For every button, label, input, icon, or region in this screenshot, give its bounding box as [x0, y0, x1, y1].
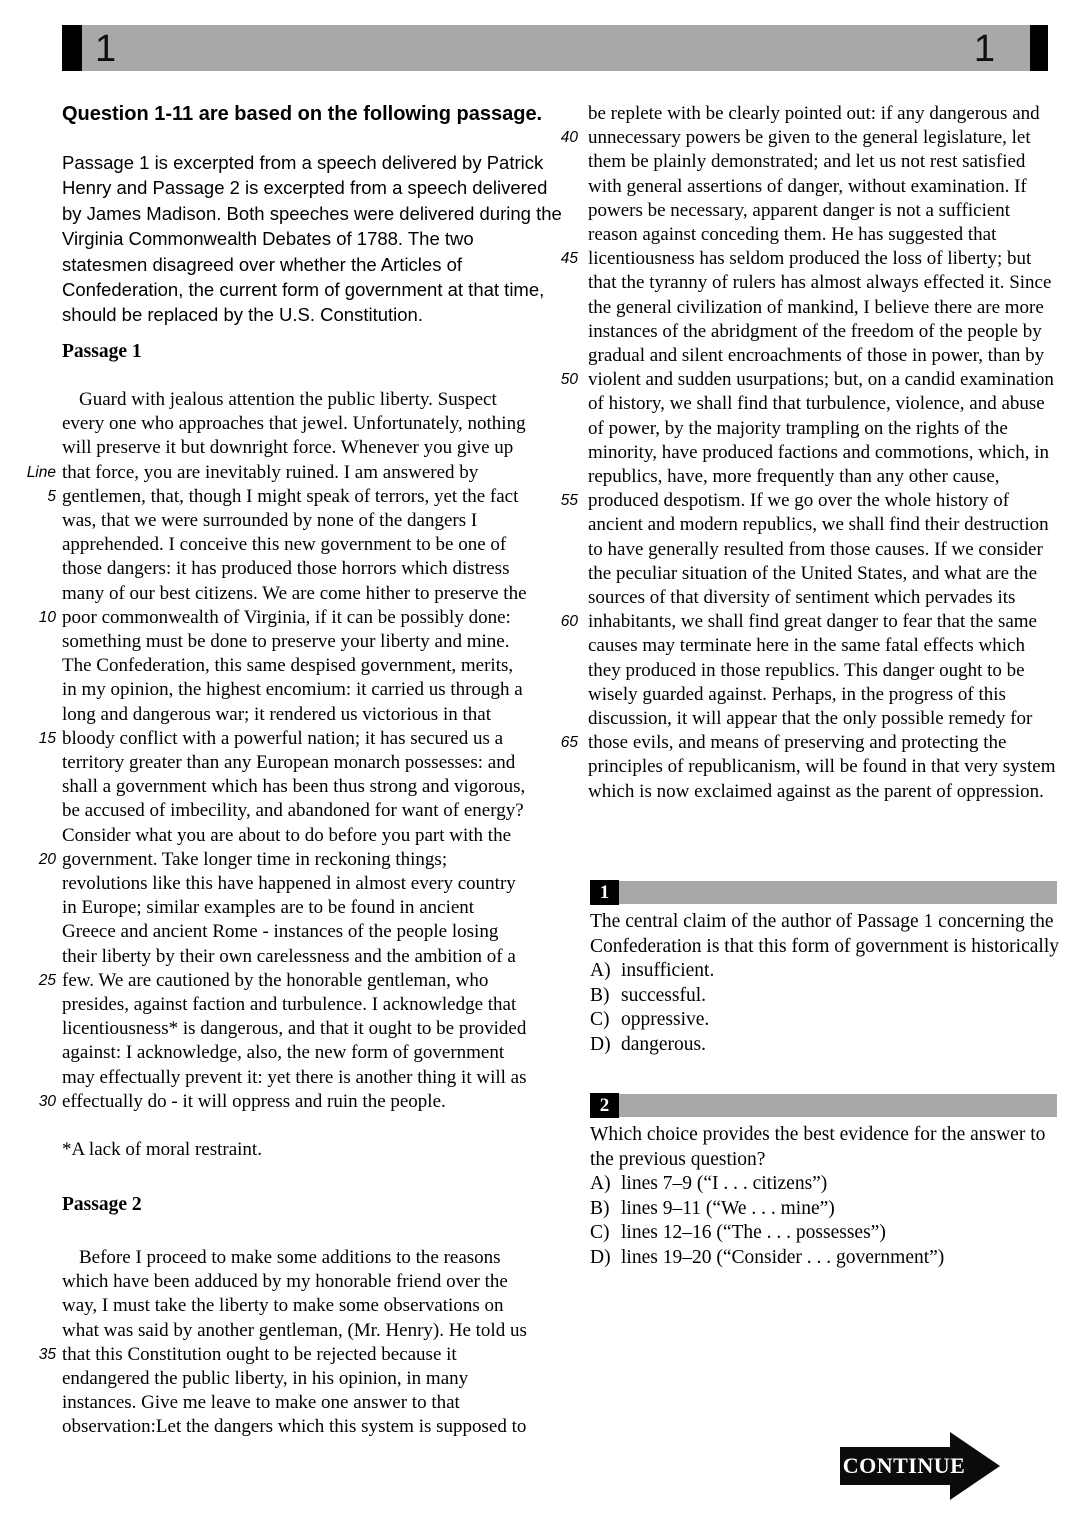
passage-line-text: them be plainly demonstrated; and let us not rest satisfied [588, 151, 1026, 173]
passage-line-text: way, I must take the liberty to make some observations on [62, 1295, 504, 1317]
line-number [25, 896, 56, 920]
passage-line [25, 824, 555, 848]
answer-option [590, 1172, 1057, 1197]
passage-line [545, 465, 1080, 489]
intro-line: Virginia Commonwealth Debates of 1788. The two [62, 228, 474, 250]
passage-line [25, 945, 555, 969]
line-number: 30 [38, 1092, 56, 1110]
passage-directions-heading: Question 1-11 are based on the following passage. [62, 103, 543, 125]
passage-line [25, 727, 555, 751]
passage-line-text: gradual and silent encroachments of those in power, than by [588, 345, 1045, 367]
passage-line-text: will preserve it but downright force. Whenever you give up [62, 437, 514, 459]
line-number [545, 562, 578, 586]
section-number-left: 1 [95, 28, 117, 70]
option-text: dangerous. [621, 1033, 707, 1055]
line-number [25, 1270, 56, 1294]
passage-line [25, 654, 555, 678]
line-number [545, 755, 578, 779]
passage-line-text: bloody conflict with a powerful nation; it has secured us a [62, 727, 504, 749]
passage-line-text: republics, have, more frequently than any other cause, [588, 466, 1000, 488]
passage-line [545, 247, 1080, 271]
option-letter: B) [590, 1197, 610, 1219]
passage-line-text: the general civilization of mankind, I believe there are more [588, 296, 1044, 318]
passage-line [25, 1066, 555, 1090]
passage-line-text: observation:Let the dangers which this system is supposed to [62, 1416, 527, 1438]
passage2-body-left-column [25, 1246, 555, 1440]
passage-line-text: few. We are cautioned by the honorable gentleman, who [62, 969, 489, 991]
section-number-right: 1 [973, 28, 995, 70]
passage-line-text: be accused of imbecility, and abandoned for want of energy? [62, 800, 524, 822]
question-1-stem [590, 910, 1057, 959]
passage-line-text: ancient and modern republics, we shall find their destruction [588, 514, 1049, 536]
passage-line [25, 412, 555, 436]
continue-button[interactable] [840, 1432, 1020, 1500]
passage-line-text: which is now exclaimed against as the parent of oppression. [588, 780, 1044, 802]
passage-line-text: territory greater than any European monarch possesses: and [62, 752, 516, 774]
option-letter: A) [590, 1173, 611, 1195]
passage-line-text: causes may terminate here in the same fatal effects which [588, 635, 1025, 657]
passage-line [545, 610, 1080, 634]
question-2 [590, 1094, 1057, 1271]
passage-line [25, 533, 555, 557]
passage-line [25, 1270, 555, 1294]
line-number [25, 630, 56, 654]
option-letter: A) [590, 960, 611, 982]
passage-line [25, 678, 555, 702]
passage-line-text: be replete with be clearly pointed out: if any dangerous and [588, 103, 1040, 124]
passage-line [25, 993, 555, 1017]
passage-line [545, 223, 1080, 247]
line-number [25, 557, 56, 581]
passage-line-text: their liberty by their own carelessness and the ambition of a [62, 945, 516, 967]
passage-line-text: of power, by the majority trampling on the rights of the [588, 417, 1008, 439]
line-number [25, 654, 56, 678]
question-1-number-badge: 1 [590, 880, 619, 905]
passage-line [545, 344, 1080, 368]
line-number [25, 1415, 56, 1439]
line-number [545, 223, 578, 247]
passage-line [25, 1246, 555, 1270]
passage-line-text: presides, against faction and turbulence. I acknowledge that [62, 994, 517, 1016]
line-number: 60 [560, 613, 578, 631]
line-number [25, 1319, 56, 1343]
passage-line [545, 150, 1080, 174]
passage-line-text: poor commonwealth of Virginia, if it can be possibly done: [62, 606, 511, 628]
passage-line [545, 441, 1080, 465]
line-number [545, 271, 578, 295]
intro-line: statesmen disagreed over whether the Articles of [62, 253, 463, 275]
passage-line [25, 509, 555, 533]
question-2-number-badge: 2 [590, 1093, 619, 1118]
passage-line [545, 320, 1080, 344]
passage-line-text: every one who approaches that jewel. Unfortunately, nothing [62, 413, 526, 435]
passage-line [545, 780, 1080, 804]
line-number [25, 388, 56, 412]
line-number: 5 [47, 487, 56, 505]
line-number [25, 703, 56, 727]
line-number [25, 436, 56, 460]
passage-line-text: to have generally resulted from those causes. If we consider [588, 538, 1043, 560]
line-number: 35 [38, 1345, 56, 1363]
passage-line-text: something must be done to preserve your liberty and mine. [62, 631, 510, 653]
passage-line-text: was, that we were surrounded by none of the dangers I [62, 510, 478, 532]
passage-line-text: which have been adduced by my honorable friend over the [62, 1271, 508, 1293]
passage-line [545, 683, 1080, 707]
option-letter: C) [590, 1222, 610, 1244]
passage-introduction [62, 150, 567, 328]
line-number [25, 751, 56, 775]
line-number [25, 1041, 56, 1065]
answer-option [590, 1246, 1057, 1271]
option-text: lines 12–16 (“The . . . possesses”) [621, 1222, 886, 1244]
line-number [25, 920, 56, 944]
line-number [25, 799, 56, 823]
passage-line [25, 775, 555, 799]
continue-label: CONTINUE [840, 1447, 968, 1485]
passage2-body-right-column [545, 102, 1080, 804]
option-text: lines 7–9 (“I . . . citizens”) [621, 1173, 828, 1195]
passage-line [545, 562, 1080, 586]
question-1-header-bar [590, 881, 1057, 904]
passage-line [25, 1391, 555, 1415]
option-text: insufficient. [621, 960, 715, 982]
passage1-body [25, 388, 555, 1114]
line-number [545, 417, 578, 441]
question-stem-line: Which choice provides the best evidence for the answer to [590, 1124, 1046, 1145]
line-number [25, 678, 56, 702]
passage-line-text: endangered the public liberty, in his opinion, in many [62, 1368, 469, 1390]
option-letter: D) [590, 1246, 611, 1268]
line-number [25, 824, 56, 848]
passage-line [545, 634, 1080, 658]
passage-line-text: revolutions like this have happened in almost every country [62, 873, 516, 895]
answer-option [590, 1008, 1057, 1033]
line-number: 45 [560, 250, 578, 268]
line-number: 50 [560, 371, 578, 389]
passage-line-text: inhabitants, we shall find great danger to fear that the same [588, 611, 1037, 633]
line-number [545, 320, 578, 344]
option-text: lines 19–20 (“Consider . . . government”) [621, 1246, 945, 1268]
passage-line-text: what was said by another gentleman, (Mr. Henry). He told us [62, 1319, 527, 1341]
line-number [25, 1066, 56, 1090]
passage-line-text: licentiousness* is dangerous, and that it ought to be provided [62, 1018, 527, 1040]
line-number [25, 412, 56, 436]
passage-line [545, 368, 1080, 392]
passage-line [25, 1319, 555, 1343]
passage-line-text: wisely guarded against. Perhaps, in the progress of this [588, 683, 1006, 705]
passage1-heading: Passage 1 [62, 341, 142, 362]
passage-line-text: apprehended. I conceive this new government to be one of [62, 534, 507, 556]
passage-line-text: that the tyranny of rulers has almost always effected it. Since [588, 272, 1052, 294]
passage-line-text: shall a government which has been thus strong and vigorous, [62, 776, 526, 798]
line-number: 15 [38, 729, 56, 747]
passage-line-text: gentlemen, that, though I might speak of terrors, yet the fact [62, 485, 519, 507]
answer-option [590, 959, 1057, 984]
passage-line-text: effectually do - it will oppress and ruin the people. [62, 1090, 446, 1112]
line-number [25, 509, 56, 533]
line-number [25, 1367, 56, 1391]
line-number [545, 586, 578, 610]
option-letter: C) [590, 1009, 610, 1031]
intro-line: Passage 1 is excerpted from a speech delivered by Patrick [62, 152, 544, 173]
intro-line: Confederation, the current form of government at that time, [62, 279, 545, 301]
line-number [25, 1017, 56, 1041]
line-number [25, 582, 56, 606]
question-2-stem [590, 1123, 1057, 1172]
line-number [25, 775, 56, 799]
passage-line [25, 703, 555, 727]
passage-line [25, 436, 555, 460]
passage-line [25, 485, 555, 509]
question-2-header-bar [590, 1094, 1057, 1117]
question-stem-line: The central claim of the author of Passage 1 concerning the [590, 911, 1054, 932]
line-number [545, 707, 578, 731]
passage-line [25, 1367, 555, 1391]
passage-line [545, 731, 1080, 755]
passage-line-text: instances of the abridgment of the freedom of the people by [588, 320, 1042, 342]
line-number [25, 993, 56, 1017]
answer-option [590, 1033, 1057, 1058]
line-number [25, 872, 56, 896]
passage-line-text: those dangers: it has produced those horrors which distress [62, 558, 510, 580]
answer-option [590, 1221, 1057, 1246]
header-left-black-block [62, 25, 82, 71]
line-number [545, 683, 578, 707]
intro-line: Henry and Passage 2 is excerpted from a speech delivered [62, 177, 548, 199]
passage-line [25, 1090, 555, 1114]
passage-line [25, 920, 555, 944]
line-number [545, 102, 578, 126]
passage-line [545, 538, 1080, 562]
passage-line [545, 175, 1080, 199]
passage-line-text: against: I acknowledge, also, the new form of government [62, 1042, 505, 1064]
passage-line-text: instances. Give me leave to make one answer to that [62, 1392, 460, 1414]
passage-line [25, 1294, 555, 1318]
passage-line-text: many of our best citizens. We are come hither to preserve the [62, 582, 527, 604]
question-stem-line: the previous question? [590, 1148, 766, 1170]
line-number: 10 [38, 608, 56, 626]
line-number [545, 659, 578, 683]
passage2-heading: Passage 2 [62, 1194, 142, 1215]
line-number [545, 296, 578, 320]
passage-line [545, 296, 1080, 320]
passage-line-text: The Confederation, this same despised government, merits, [62, 655, 514, 677]
line-number [545, 513, 578, 537]
section-header-bar [62, 25, 1048, 71]
passage-line-text: produced despotism. If we go over the whole history of [588, 490, 1010, 512]
answer-option [590, 984, 1057, 1009]
line-number [545, 392, 578, 416]
passage-line [25, 1415, 555, 1439]
passage-line [25, 582, 555, 606]
passage-line [545, 489, 1080, 513]
passage-line-text: principles of republicanism, will be found in that very system [588, 756, 1056, 778]
line-number [545, 780, 578, 804]
intro-line: should be replaced by the U.S. Constitution. [62, 304, 423, 326]
line-number [25, 1246, 56, 1270]
passage-line [25, 1017, 555, 1041]
passage-line-text: discussion, it will appear that the only possible remedy for [588, 708, 1033, 730]
passage-line [545, 392, 1080, 416]
passage-line [25, 1343, 555, 1367]
passage-line [25, 606, 555, 630]
line-number: 25 [38, 971, 56, 989]
passage-line [25, 630, 555, 654]
passage-line [25, 388, 555, 412]
passage-line-text: Greece and ancient Rome - instances of the people losing [62, 921, 499, 943]
passage-line-text: long and dangerous war; it rendered us victorious in that [62, 703, 491, 725]
option-text: lines 9–11 (“We . . . mine”) [621, 1197, 835, 1219]
line-number [545, 538, 578, 562]
passage-line [25, 751, 555, 775]
passage-line-text: Guard with jealous attention the public liberty. Suspect [79, 389, 497, 410]
passage-line-text: with general assertions of danger, without examination. If [588, 175, 1027, 197]
passage1-footnote: *A lack of moral restraint. [62, 1139, 262, 1160]
line-number: 40 [560, 129, 578, 147]
line-number [545, 175, 578, 199]
line-number [545, 634, 578, 658]
option-letter: B) [590, 984, 610, 1006]
option-letter: D) [590, 1033, 611, 1055]
passage-line-text: in Europe; similar examples are to be found in ancient [62, 897, 475, 919]
passage-line-text: unnecessary powers be given to the general legislature, let [588, 127, 1031, 149]
passage-line-text: may effectually prevent it: yet there is another thing it will as [62, 1066, 527, 1088]
passage-line-text: they produced in those republics. This danger ought to be [588, 659, 1025, 681]
question-1-options [590, 959, 1057, 1057]
passage-line [25, 461, 555, 485]
passage-line-text: sources of that diversity of sentiment which pervades its [588, 587, 1016, 609]
passage-line-text: of history, we shall find that turbulence, violence, and abuse [588, 393, 1045, 415]
answer-option [590, 1197, 1057, 1222]
passage-line-text: government. Take longer time in reckoning things; [62, 848, 448, 870]
passage-line-text: that force, you are inevitably ruined. I am answered by [62, 461, 479, 483]
passage-line [25, 799, 555, 823]
passage-line [545, 707, 1080, 731]
passage-line [545, 659, 1080, 683]
passage-line-text: the peculiar situation of the United States, and what are the [588, 562, 1037, 584]
passage-line [25, 848, 555, 872]
passage-line [545, 102, 1080, 126]
line-number [545, 344, 578, 368]
line-number [545, 465, 578, 489]
line-number: Line [26, 463, 56, 481]
passage-line [25, 969, 555, 993]
passage-line [25, 896, 555, 920]
line-number: 20 [38, 850, 56, 868]
passage-line-text: that this Constitution ought to be rejected because it [62, 1343, 457, 1365]
question-2-options [590, 1172, 1057, 1270]
passage-line-text: powers be necessary, apparent danger is not a sufficient [588, 199, 1011, 221]
line-number [25, 945, 56, 969]
passage-line-text: violent and sudden usurpations; but, on a candid examination [588, 369, 1054, 391]
passage-line [545, 417, 1080, 441]
passage-line [545, 586, 1080, 610]
question-1 [590, 881, 1057, 1058]
header-right-black-block [1030, 25, 1048, 71]
passage-line [545, 513, 1080, 537]
passage-line-text: minority, have produced factions and commotions, which, in [588, 441, 1050, 463]
passage-line [25, 872, 555, 896]
passage-line-text: licentiousness has seldom produced the loss of liberty; but [588, 248, 1032, 270]
line-number [545, 150, 578, 174]
line-number [25, 1391, 56, 1415]
line-number [25, 533, 56, 557]
passage-line-text: Before I proceed to make some additions to the reasons [79, 1247, 501, 1268]
line-number: 65 [560, 734, 578, 752]
passage-line-text: those evils, and means of preserving and protecting the [588, 732, 1007, 754]
passage-line [545, 755, 1080, 779]
passage-line [545, 199, 1080, 223]
line-number [25, 1294, 56, 1318]
option-text: successful. [621, 984, 707, 1006]
passage-line-text: Consider what you are about to do before you part with the [62, 824, 512, 846]
option-text: oppressive. [621, 1009, 710, 1031]
passage-line-text: reason against conceding them. He has suggested that [588, 224, 997, 246]
question-stem-line: Confederation is that this form of government is historically [590, 935, 1059, 957]
passage-line [25, 1041, 555, 1065]
passage-line [25, 557, 555, 581]
line-number [545, 441, 578, 465]
line-number: 55 [560, 492, 578, 510]
passage-line [545, 271, 1080, 295]
intro-line: by James Madison. Both speeches were delivered during the [62, 202, 562, 224]
passage-line [545, 126, 1080, 150]
passage-line-text: in my opinion, the highest encomium: it carried us through a [62, 679, 523, 701]
line-number [545, 199, 578, 223]
